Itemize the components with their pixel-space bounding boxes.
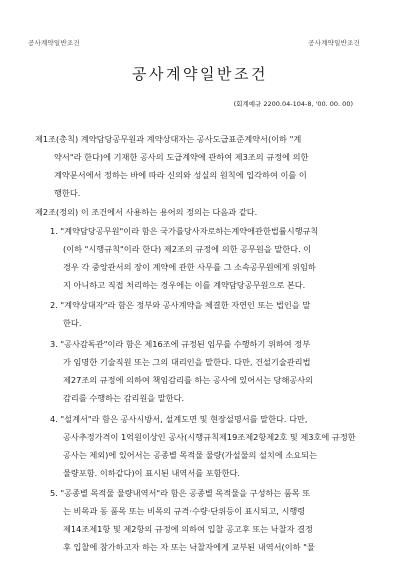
article2-item1-line: 지 아니하고 직접 처리하는 경우에는 이를 계약담당공무원으로 본다. [63,280,306,290]
article2-item4-line: 4. "설계서"라 함은 공사시방서, 설계도면 및 현장설명서를 말한다. 다만, [50,414,308,424]
article2-item5-line: 5. "공종별 목적물 물량내역서"라 함은 공종별 목적물을 구성하는 품목 또 [50,488,311,498]
article2-item2-line: 한다. [63,318,82,328]
article2-item2-line: 2. "계약상대자"라 함은 정부와 공사계약을 체결한 자연인 또는 법인을 말 [50,300,311,310]
article2-item1-line: 1. "계약담당공무원"이라 함은 국가를당사자로하는계약에관한법률시행규칙 [50,226,319,236]
article2-item4-line: 공사추정가격이 1억원이상인 공사(시행규칙제19조제2항제2호 및 제3호에 규정한 [63,432,356,442]
article2-item4-line: 공사는 제외)에 있어서는 공종별 목적물 물량(가설물의 설치에 소요되는 [63,450,317,460]
article2-item4-line: 물량포함. 이하같다)이 표시된 내역서를 포함한다. [63,468,240,478]
document-title: 공사계약일반조건 [132,65,268,83]
article1-line: 행한다. [54,188,81,198]
article2-intro: 제2조(정의) 이 조건에서 사용하는 용어의 정의는 다음과 같다. [35,207,258,217]
article2-item5-line: 제14조제1항 및 제2항의 규정에 의하여 입찰 공고후 또는 낙찰자 결정 [63,524,313,534]
regulation-reference: (회계예규 2200.04-104-8, '00. 00. 00) [233,100,353,108]
article1-line: 제1조(총칙) 계약담당공무원과 계약상대자는 공사도급표준계약서(이하 "계 [35,134,302,144]
article2-item3-line: 3. "공사감독관"이라 함은 제16조에 규정된 임무를 수행하기 위하여 정부 [50,339,311,349]
article1-line: 약서"라 한다)에 기재한 공사의 도급계약에 관하여 제3조의 규정에 의한 [54,152,309,162]
article2-item3-line: 가 임명한 기술직원 또는 그의 대리인을 말한다. 다만, 건설기술관리법 [63,357,311,367]
article1-line: 계약문서에서 정하는 바에 따라 신의와 성실의 원칙에 입각하여 이를 이 [54,170,307,180]
running-header-right: 공사계약일반조건 [308,39,360,47]
article2-item1-line: 경우 각 중앙관서의 장이 계약에 관한 사무를 그 소속공무원에게 위임하 [63,262,316,272]
article2-item5-line: 는 비목과 동 품목 또는 비목의 규격·수량·단위등이 표시되고, 시행령 [63,506,306,516]
running-header-left: 공사계약일반조건 [28,39,80,47]
article2-item3-line: 감리를 수행하는 감리원을 말한다. [63,393,185,403]
article2-item1-line: (이하 "시행규칙"이라 한다) 제2조의 규정에 의한 공무원을 말한다. 이 [63,244,312,254]
article2-item3-line: 제27조의 규정에 의하여 책임감리를 하는 공사에 있어서는 당해공사의 [63,375,314,385]
article2-item5-line: 후 입찰에 참가하고자 하는 자 또는 낙찰자에게 교부된 내역서(이하 "물 [63,542,315,552]
